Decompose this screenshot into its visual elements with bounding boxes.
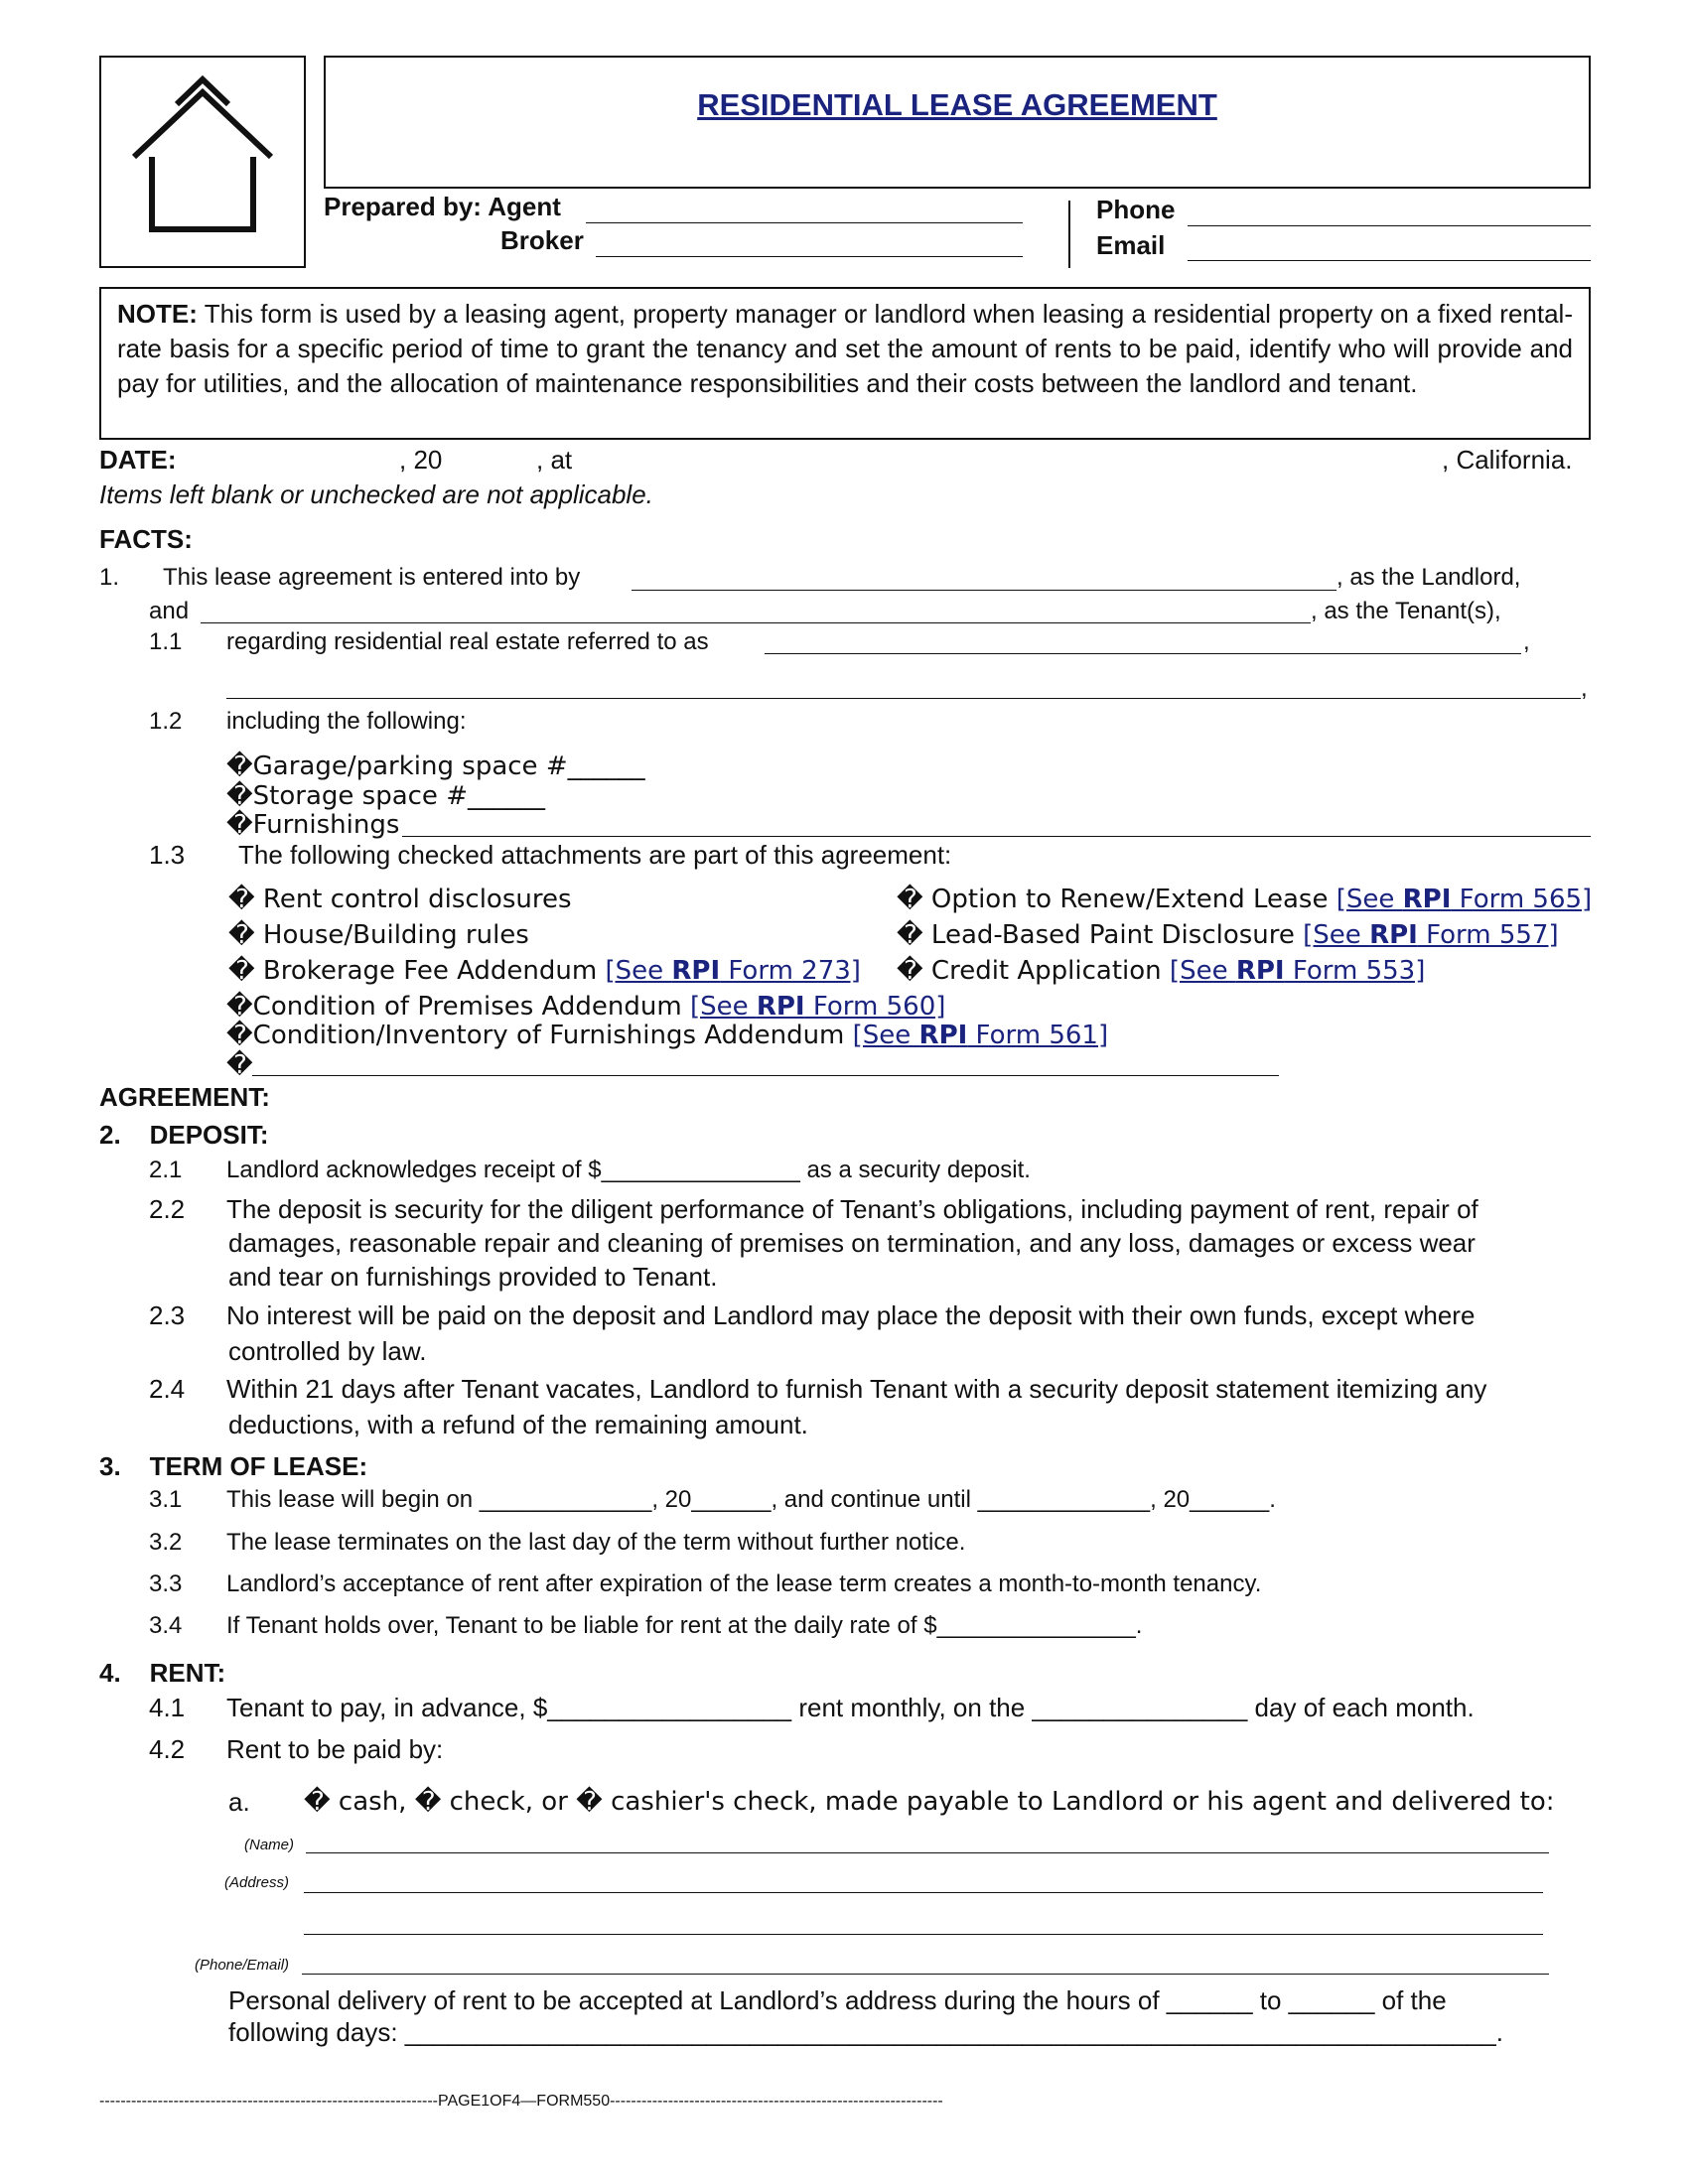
rent-4-1-number: 4.1 [149, 1693, 186, 1722]
payee-phone-email-field[interactable] [302, 1974, 1549, 1975]
note-label: NOTE: [117, 299, 198, 329]
property-comma-2: , [1581, 675, 1588, 702]
brokerage-fee-label: � Brokerage Fee Addendum [228, 956, 606, 986]
section-1-text: This lease agreement is entered into by [163, 564, 581, 591]
section-1-1-text: regarding residential real estate referred to as [226, 628, 709, 655]
name-label: (Name) [244, 1837, 295, 1853]
landlord-suffix: , as the Landlord, [1336, 564, 1521, 591]
term-3-3-text: Landlord’s acceptance of rent after expiration of the lease term creates a month-to-month tenancy. [226, 1570, 1262, 1597]
credit-application-checkbox[interactable] [897, 956, 1425, 986]
payee-address-field[interactable] [304, 1892, 1543, 1893]
agreement-heading: AGREEMENT: [99, 1082, 270, 1112]
deposit-2-2-number: 2.2 [149, 1194, 186, 1224]
deposit-2-1-text: Landlord acknowledges receipt of $_______________ as a security deposit. [226, 1157, 1031, 1183]
phone-label: Phone [1096, 195, 1176, 224]
landlord-field[interactable] [632, 590, 1336, 591]
term-heading: 3. TERM OF LEASE: [99, 1451, 368, 1481]
date-at: , at [536, 445, 573, 475]
deposit-2-2-line-2: damages, reasonable repair and cleaning of premises on termination, and any loss, damages or excess wear [228, 1228, 1476, 1258]
condition-inventory-label: �Condition/Inventory of Furnishings Addendum [226, 1021, 853, 1050]
note-box [99, 287, 1591, 440]
broker-field[interactable] [596, 256, 1023, 257]
section-1-number: 1. [99, 564, 120, 591]
form-553-link[interactable]: [See RPI Form 553] [1169, 956, 1426, 986]
term-3-1-text: This lease will begin on _____________, 20______, and continue until _____________, 20______. [226, 1486, 1276, 1513]
furnishings-checkbox-item[interactable]: �Furnishings [226, 810, 400, 840]
form-557-link[interactable]: [See RPI Form 557] [1303, 920, 1559, 950]
page-title: RESIDENTIAL LEASE AGREEMENT [697, 87, 1217, 122]
storage-checkbox-item[interactable]: �Storage space #______ [226, 781, 545, 811]
property-comma: , [1523, 628, 1530, 655]
renew-extend-checkbox[interactable] [897, 885, 1592, 914]
condition-inventory-checkbox[interactable] [226, 1021, 1108, 1050]
payment-method-options[interactable]: � cash, � check, or � cashier's check, made payable to Landlord or his agent and delivered to: [304, 1787, 1555, 1817]
payee-name-field[interactable] [306, 1852, 1549, 1853]
house-icon [101, 58, 304, 266]
other-attachment-checkbox[interactable]: � [226, 1050, 253, 1080]
term-3-1-number: 3.1 [149, 1486, 183, 1513]
tenant-field[interactable] [201, 622, 1311, 623]
rent-heading: 4. RENT: [99, 1658, 226, 1688]
header-divider [1068, 201, 1070, 268]
deposit-2-3-line-2: controlled by law. [228, 1336, 427, 1366]
section-1-3-text: The following checked attachments are part of this agreement: [238, 840, 952, 870]
term-3-2-number: 3.2 [149, 1529, 183, 1556]
logo-box [99, 56, 306, 268]
section-1-1-number: 1.1 [149, 628, 183, 655]
furnishings-field[interactable] [402, 836, 1591, 837]
payee-address-field-2[interactable] [304, 1934, 1543, 1935]
delivery-line-1: Personal delivery of rent to be accepted at Landlord’s address during the hours of ______ to ______ of the [228, 1985, 1447, 2015]
other-attachment-field[interactable] [252, 1075, 1279, 1076]
payment-a-label: a. [228, 1787, 250, 1817]
section-1-2-number: 1.2 [149, 708, 183, 735]
rent-4-2-text: Rent to be paid by: [226, 1734, 444, 1764]
house-rules-checkbox[interactable]: � House/Building rules [228, 920, 529, 950]
deposit-2-4-line-2: deductions, with a refund of the remaining amount. [228, 1410, 808, 1439]
condition-premises-checkbox[interactable] [226, 992, 945, 1022]
property-field[interactable] [765, 653, 1521, 654]
credit-application-label: � Credit Application [897, 956, 1170, 986]
property-field-2[interactable] [226, 698, 1581, 699]
delivery-line-2: following days: ____________________________________________________________________________. [228, 2017, 1503, 2047]
email-field[interactable] [1188, 260, 1591, 261]
condition-premises-label: �Condition of Premises Addendum [226, 992, 690, 1022]
deposit-2-2-line-1: The deposit is security for the diligent performance of Tenant’s obligations, including payment of rent, repair of [226, 1194, 1478, 1224]
and-label: and [149, 598, 190, 624]
form-561-link[interactable]: [See RPI Form 561] [852, 1021, 1109, 1050]
date-label: DATE: [99, 445, 177, 475]
facts-heading: FACTS: [99, 524, 193, 554]
deposit-2-3-number: 2.3 [149, 1300, 186, 1330]
email-label: Email [1096, 230, 1166, 260]
section-1-2-text: including the following: [226, 708, 467, 735]
deposit-2-3-line-1: No interest will be paid on the deposit and Landlord may place the deposit with their own funds, except where [226, 1300, 1476, 1330]
term-3-2-text: The lease terminates on the last day of the term without further notice. [226, 1529, 966, 1556]
date-year: , 20 [399, 445, 443, 475]
agent-field[interactable] [586, 222, 1023, 223]
renew-extend-label: � Option to Renew/Extend Lease [897, 885, 1336, 914]
lead-paint-checkbox[interactable] [897, 920, 1559, 950]
prepared-by-label: Prepared by: Agent [324, 192, 561, 221]
form-560-link[interactable]: [See RPI Form 560] [689, 992, 946, 1022]
form-273-link[interactable]: [See RPI Form 273] [605, 956, 861, 986]
garage-checkbox-item[interactable]: �Garage/parking space #______ [226, 751, 645, 781]
rent-4-1-text: Tenant to pay, in advance, $_________________ rent monthly, on the _______________ day of each month. [226, 1693, 1475, 1722]
rent-4-2-number: 4.2 [149, 1734, 186, 1764]
tenant-suffix: , as the Tenant(s), [1311, 598, 1501, 624]
term-3-4-text: If Tenant holds over, Tenant to be liable for rent at the daily rate of $_______________. [226, 1612, 1143, 1639]
term-3-4-number: 3.4 [149, 1612, 183, 1639]
broker-label: Broker [500, 225, 584, 255]
page-footer: ----------------------------------------------------------------PAGE1OF4—FORM550--------------------------------------------------------------- [99, 2093, 943, 2110]
address-label: (Address) [224, 1874, 290, 1891]
rent-control-checkbox[interactable]: � Rent control disclosures [228, 885, 572, 914]
deposit-heading: 2. DEPOSIT: [99, 1120, 269, 1150]
note-text: This form is used by a leasing agent, property manager or landlord when leasing a residential property on a fixed rental-rate basis for a specific period of time to grant the tenancy and set the amount of rents to be paid, identify who will provide and pay for utilities, and the allocation of maintenance responsibilities and their costs between the landlord and tenant. [117, 299, 1573, 398]
deposit-2-4-number: 2.4 [149, 1374, 186, 1404]
title-box [324, 56, 1591, 189]
section-1-3-number: 1.3 [149, 840, 186, 870]
date-state: , California. [1442, 445, 1573, 475]
lead-paint-label: � Lead-Based Paint Disclosure [897, 920, 1304, 950]
form-565-link[interactable]: [See RPI Form 565] [1336, 885, 1593, 914]
term-3-3-number: 3.3 [149, 1570, 183, 1597]
phone-field[interactable] [1188, 225, 1591, 226]
deposit-2-1-number: 2.1 [149, 1157, 183, 1183]
phone-email-label: (Phone/Email) [195, 1957, 290, 1974]
deposit-2-4-line-1: Within 21 days after Tenant vacates, Landlord to furnish Tenant with a security deposit statement itemizing any [226, 1374, 1487, 1404]
brokerage-fee-checkbox[interactable] [228, 956, 861, 986]
items-note: Items left blank or unchecked are not applicable. [99, 479, 653, 509]
deposit-2-2-line-3: and tear on furnishings provided to Tenant. [228, 1262, 718, 1292]
